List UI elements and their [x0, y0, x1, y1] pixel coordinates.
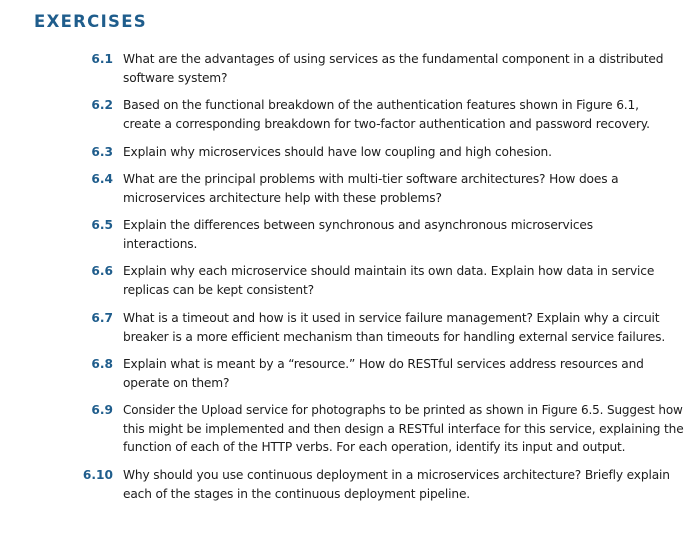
- exercise-text: [123, 50, 663, 87]
- exercise-number: 6.8: [91, 357, 113, 371]
- exercise-line: Based on the functional breakdown of the authentication features shown in Figure 6.1,: [123, 98, 639, 112]
- exercise-text: [123, 401, 684, 457]
- exercise-line: microservices architecture help with these problems?: [123, 190, 442, 205]
- exercise-number: 6.7: [91, 311, 113, 325]
- exercise-number: 6.3: [91, 145, 113, 159]
- exercise-line: breaker is a more efficient mechanism than timeouts for handling external service failures.: [123, 329, 666, 344]
- exercise-line: Consider the Upload service for photographs to be printed as shown in Figure 6.5. Suggest how: [123, 403, 683, 417]
- exercise-line: What are the advantages of using services as the fundamental component in a distributed: [123, 52, 664, 66]
- exercise-line: Why should you use continuous deployment in a microservices architecture? Briefly explain: [123, 468, 670, 482]
- exercise-line: Explain what is meant by a “resource.” How do RESTful services address resources and: [123, 357, 644, 371]
- exercise-line: function of each of the HTTP verbs. For each operation, identify its input and output.: [123, 440, 626, 454]
- exercise-number: 6.1: [91, 52, 113, 66]
- exercise-line: operate on them?: [123, 375, 230, 390]
- exercise-text: [123, 309, 666, 346]
- exercise-line: software system?: [123, 70, 228, 85]
- exercise-text: [123, 170, 663, 207]
- exercise-line: What are the principal problems with multi-tier software architectures? How does a: [123, 172, 619, 186]
- exercise-line: this might be implemented and then design a RESTful interface for this service, explaining the: [123, 421, 684, 436]
- exercise-line: replicas can be kept consistent?: [123, 282, 314, 297]
- exercise-number: 6.10: [82, 468, 113, 482]
- exercise-text: [123, 355, 663, 392]
- exercise-text: [123, 143, 663, 162]
- exercise-number: 6.5: [91, 218, 113, 232]
- exercise-line: interactions.: [123, 236, 198, 251]
- exercise-text: [123, 96, 663, 133]
- exercise-number: 6.4: [91, 172, 113, 186]
- exercise-text: [123, 216, 663, 253]
- exercise-line: each of the stages in the continuous deployment pipeline.: [123, 486, 471, 501]
- exercise-number: 6.6: [91, 264, 113, 278]
- exercise-text: [123, 466, 670, 503]
- exercise-line: Explain the differences between synchronous and asynchronous microservices: [123, 218, 593, 232]
- exercise-text: [123, 262, 663, 299]
- exercise-line: What is a timeout and how is it used in service failure management? Explain why a circuit: [123, 311, 660, 325]
- exercise-line: Explain why microservices should have low coupling and high cohesion.: [123, 145, 552, 159]
- exercise-line: Explain why each microservice should maintain its own data. Explain how data in service: [123, 264, 655, 278]
- exercise-line: create a corresponding breakdown for two-factor authentication and password recovery.: [123, 116, 650, 131]
- exercise-number: 6.2: [91, 98, 113, 112]
- section-heading: EXERCISES: [34, 12, 147, 31]
- exercise-number: 6.9: [91, 403, 113, 417]
